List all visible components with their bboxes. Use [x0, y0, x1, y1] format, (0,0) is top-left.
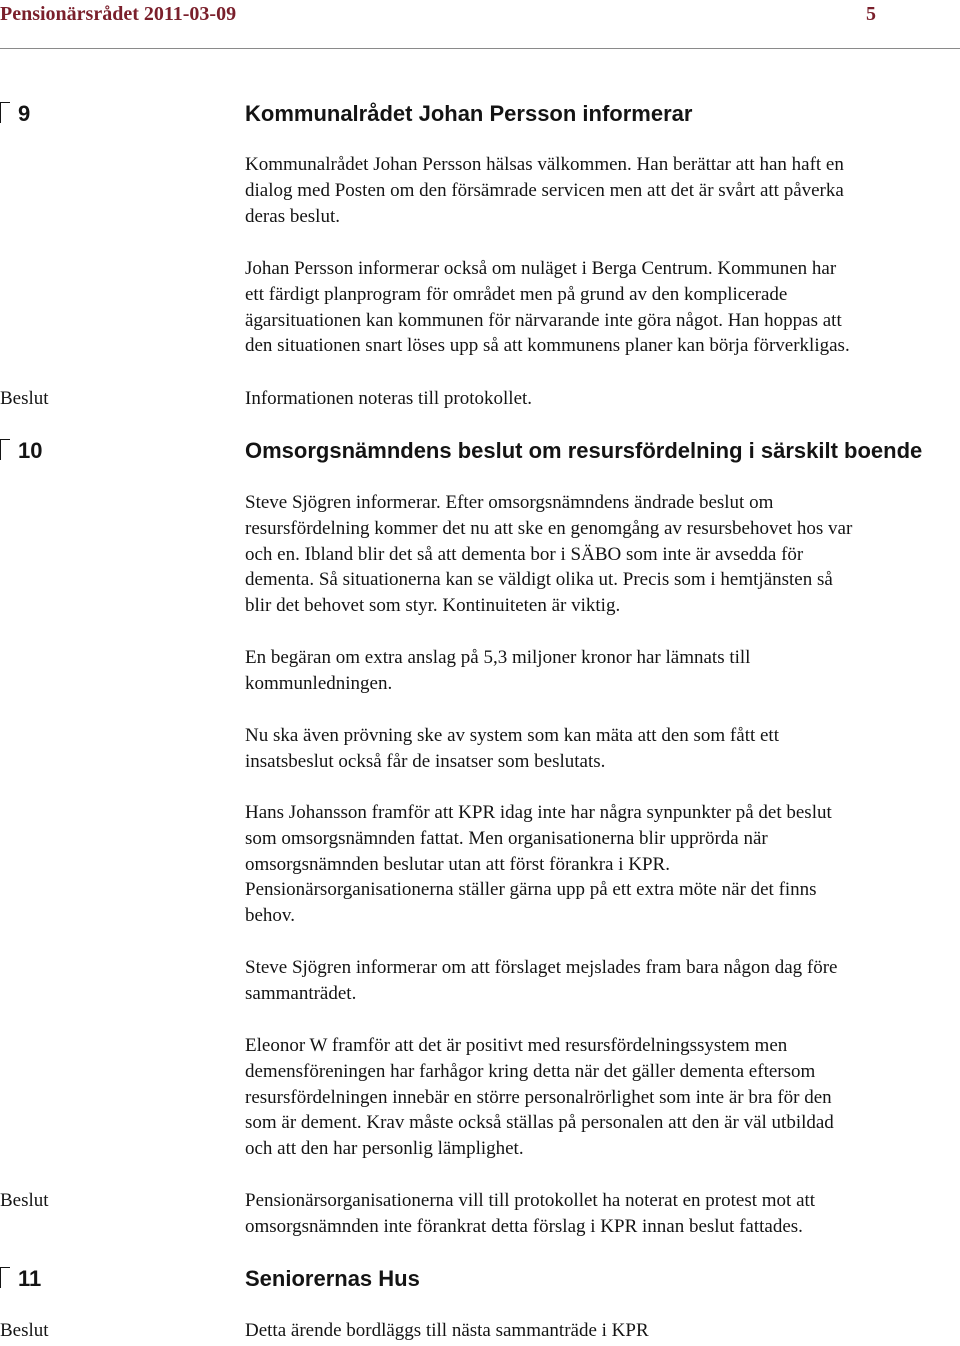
section-number: 11 [18, 1266, 42, 1291]
section-heading-10 [0, 437, 960, 471]
paragraph: Eleonor W framför att det är positivt med resursfördelningssystem men demensföreningen har farhågor kring detta när det gäller dementa eftersom resursfördelningen innebär en större personalrörlighet som inte är bra för den som är dement. Krav måste också ställas på personalen att den är väl utbildad och att den har personlig lämplighet. [245, 1035, 834, 1160]
paragraph: Steve Sjögren informerar om att förslaget mejslades fram bara någon dag före sammanträdet. [245, 957, 838, 1004]
beslut-label: Beslut [0, 1320, 49, 1341]
page-header [0, 0, 960, 56]
beslut-label: Beslut [0, 1190, 49, 1211]
document-title: Pensionärsrådet 2011-03-09 [0, 3, 237, 25]
paragraph: En begäran om extra anslag på 5,3 miljoner kronor har lämnats till kommunledningen. [245, 647, 751, 694]
paragraph: Kommunalrådet Johan Persson hälsas välkommen. Han berättar att han haft en dialog med Posten om den försämrade servicen men att det är svårt att påverka deras beslut. [245, 154, 844, 227]
section-title: Seniorernas Hus [245, 1266, 420, 1291]
beslut-text: Informationen noteras till protokollet. [245, 388, 533, 409]
header-divider [0, 48, 960, 49]
section-heading-9 [0, 100, 960, 134]
beslut-text: Detta ärende bordläggs till nästa sammanträde i KPR [245, 1320, 649, 1341]
section-title: Omsorgsnämndens beslut om resursfördelning i särskilt boende [245, 438, 923, 463]
paragraph: Johan Persson informerar också om nuläget i Berga Centrum. Kommunen har ett färdigt planprogram för området men på grund av den komplicerade ägarsituationen kan kommunen för närvarande inte göra något. Han hoppas att den situationen snart löses upp så att kommunens planer kan börja förverkligas. [245, 258, 850, 357]
page-number: 5 [866, 3, 876, 25]
beslut-text: Pensionärsorganisationerna vill till protokollet ha noterat en protest mot att omsorgsnämnden inte förankrat detta förslag i KPR innan beslut fattades. [245, 1190, 816, 1237]
section-corner-mark [0, 439, 10, 460]
paragraph: Nu ska även prövning ske av system som kan mäta att den som fått ett insatsbeslut också får de insatser som beslutats. [245, 725, 779, 772]
beslut-label: Beslut [0, 388, 49, 409]
section-title: Kommunalrådet Johan Persson informerar [245, 101, 693, 126]
section-heading-11 [0, 1265, 960, 1299]
section-number: 10 [18, 438, 43, 463]
paragraph: Hans Johansson framför att KPR idag inte har några synpunkter på det beslut som omsorgsnämnden fattat. Men organisationerna blir upprörda när omsorgsnämnden beslutar utan att först förankra i KPR. Pensionärsorganisationerna ställer gärna upp på ett extra möte när det finns behov. [245, 802, 832, 927]
paragraph: Steve Sjögren informerar. Efter omsorgsnämndens ändrade beslut om resursfördelning kommer det nu att ske en genomgång av resursbehovet hos var och en. Ibland blir det så att dementa bor i SÄBO som inte är avsedda för dementa. Så situationerna kan se väldigt olika ut. Precis som i hemtjänsten så blir det behovet som styr. Kontinuiteten är viktig. [245, 492, 853, 617]
section-corner-mark [0, 102, 10, 123]
section-number: 9 [18, 101, 31, 126]
section-corner-mark [0, 1267, 10, 1288]
